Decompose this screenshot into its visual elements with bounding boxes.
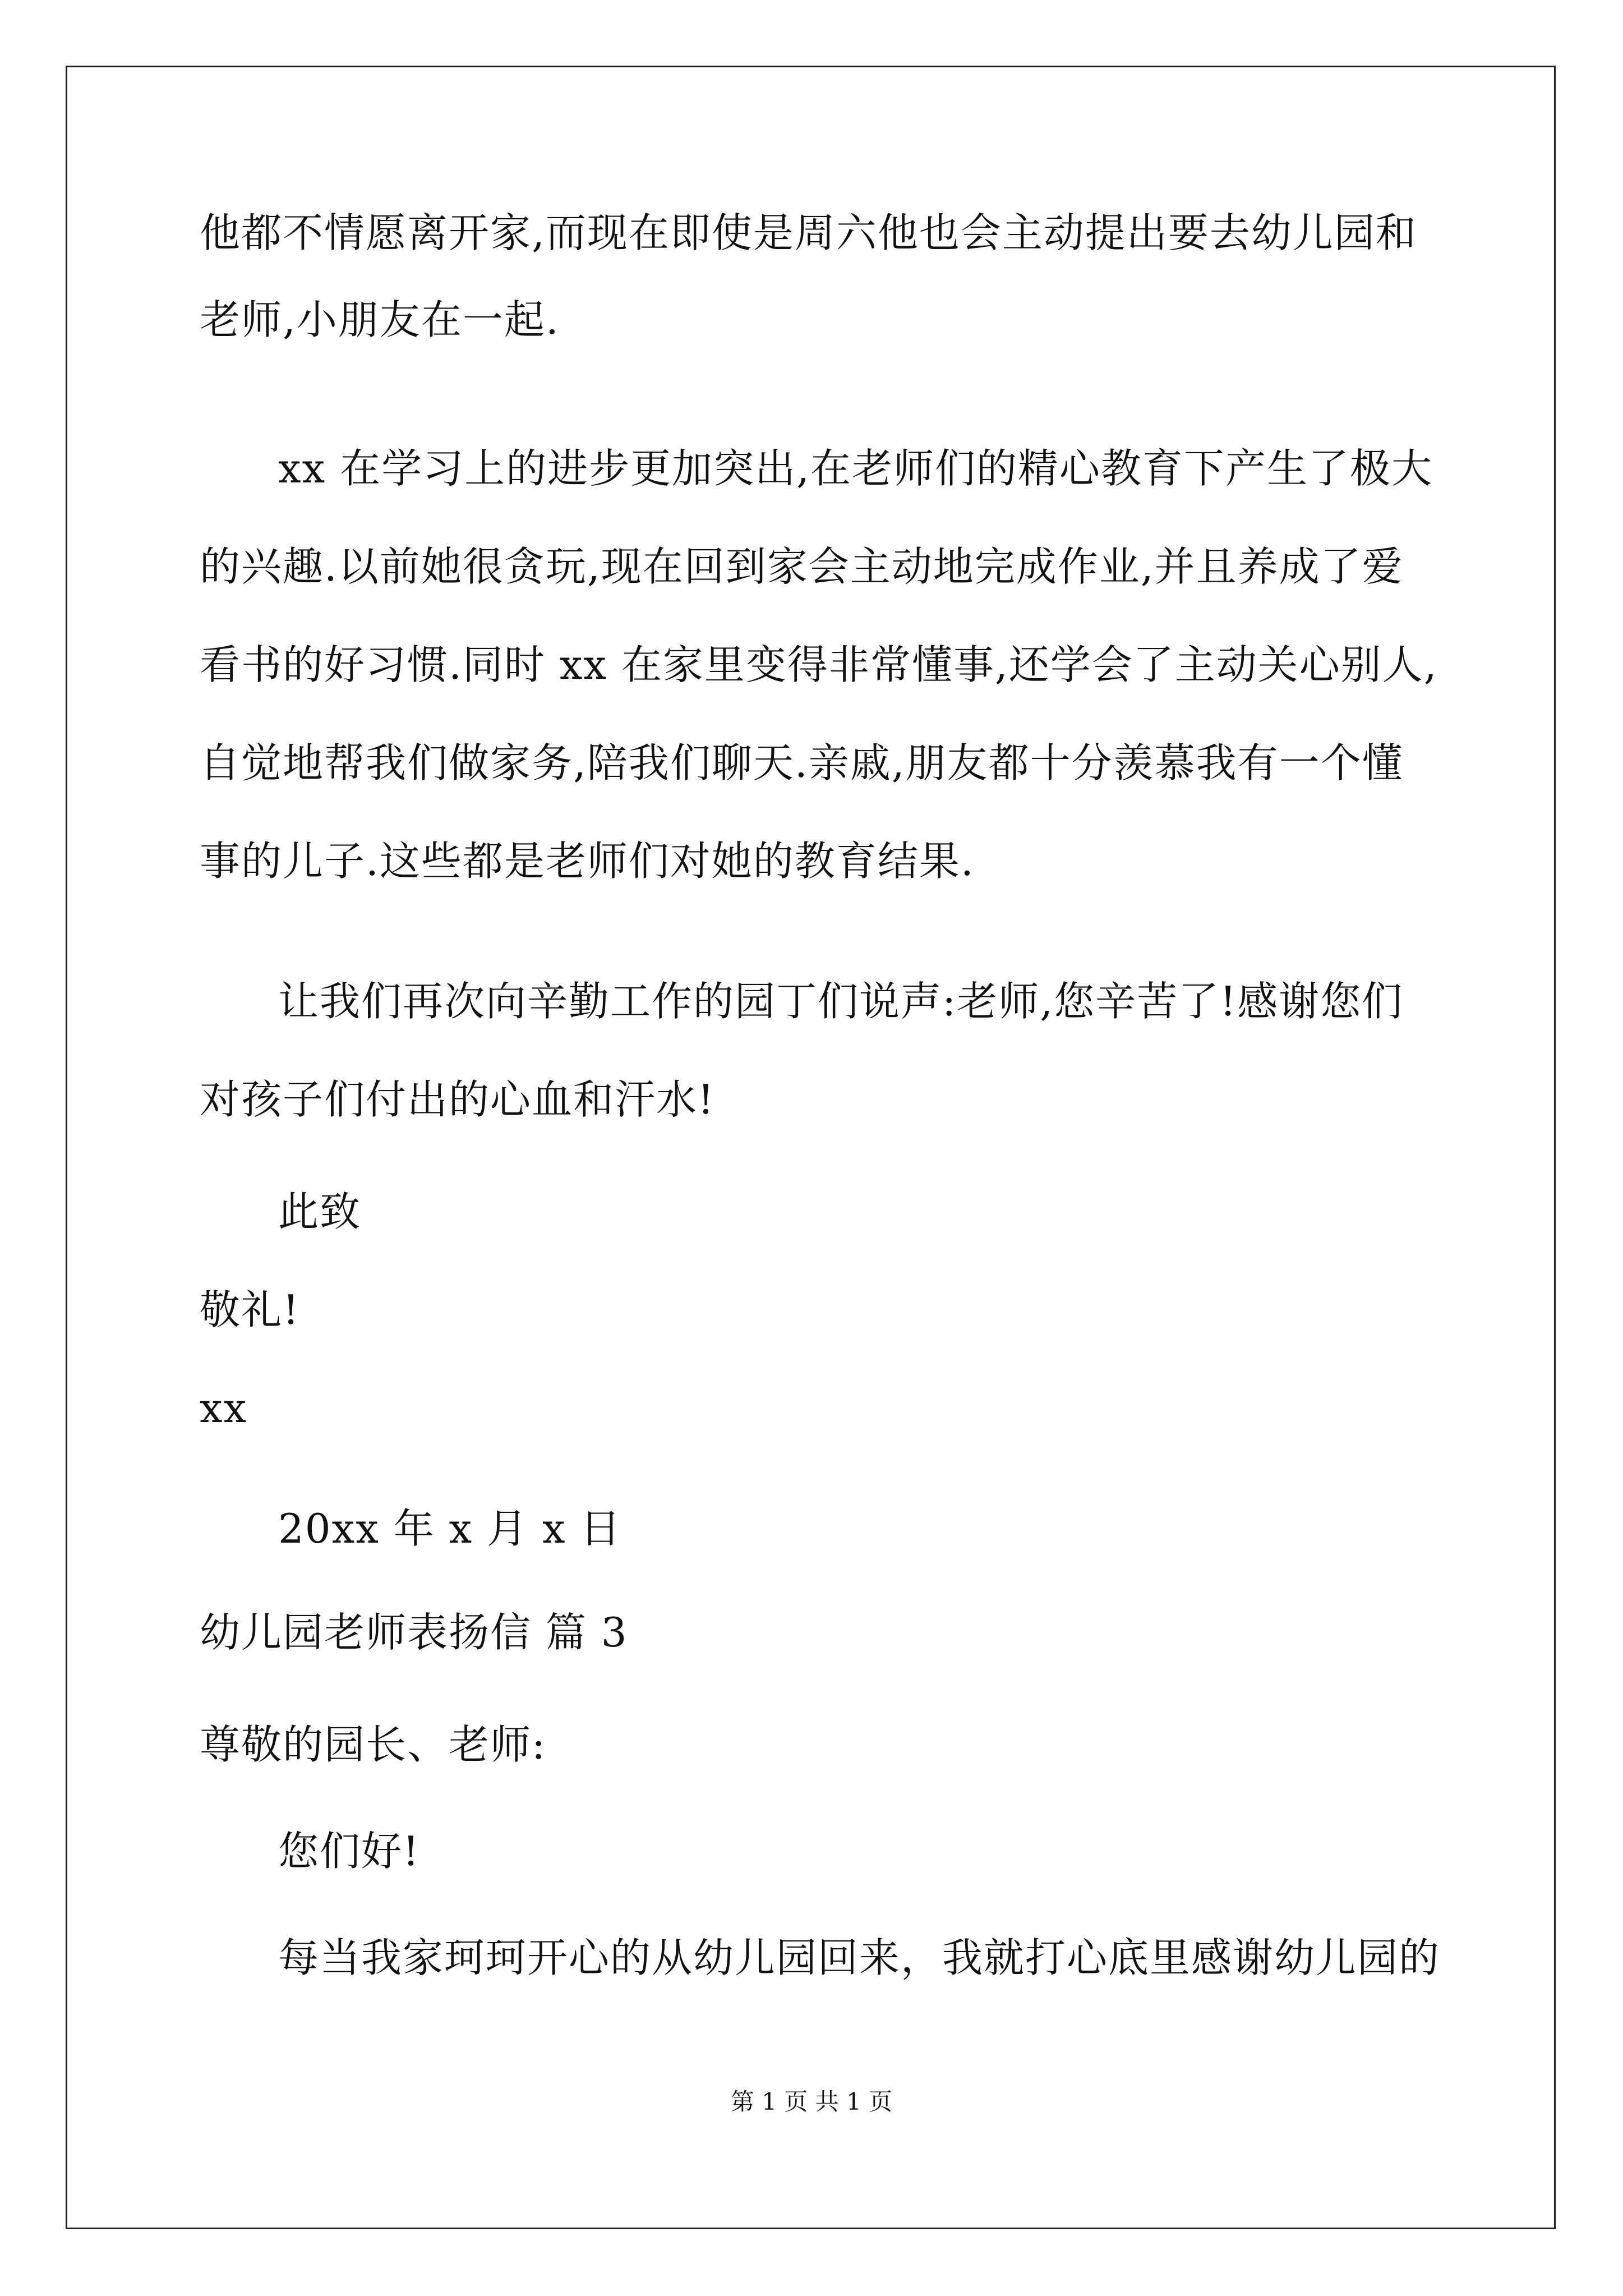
text-line-17: 每当我家珂珂开心的从幼儿园回来，我就打心底里感谢幼儿园的	[278, 1934, 1441, 1981]
text-line-10: 此致	[278, 1188, 362, 1235]
text-line-15: 尊敬的园长、老师:	[200, 1721, 547, 1768]
text-line-8: 让我们再次向辛勤工作的园丁们说声:老师,您辛苦了!感谢您们	[278, 978, 1404, 1025]
text-line-9: 对孩子们付出的心血和汗水!	[200, 1076, 715, 1123]
text-line-14: 幼儿园老师表扬信 篇 3	[200, 1609, 628, 1656]
text-line-2: 老师,小朋友在一起.	[200, 296, 560, 343]
text-line-7: 事的儿子.这些都是老师们对她的教育结果.	[200, 838, 975, 885]
text-line-1: 他都不情愿离开家,而现在即使是周六他也会主动提出要去幼儿园和	[200, 209, 1417, 256]
page-border	[66, 66, 1556, 2229]
text-line-12: xx	[200, 1384, 248, 1432]
text-line-16: 您们好!	[278, 1828, 420, 1875]
text-line-3: xx 在学习上的进步更加突出,在老师们的精心教育下产生了极大	[278, 445, 1433, 492]
text-line-6: 自觉地帮我们做家务,陪我们聊天.亲戚,朋友都十分羡慕我有一个懂	[200, 739, 1404, 786]
text-line-5: 看书的好习惯.同时 xx 在家里变得非常懂事,还学会了主动关心别人,	[200, 641, 1438, 688]
text-line-13: 20xx 年 x 月 x 日	[278, 1505, 622, 1552]
page-footer: 第 1 页 共 1 页	[730, 2088, 893, 2115]
text-line-4: 的兴趣.以前她很贪玩,现在回到家会主动地完成作业,并且养成了爱	[200, 543, 1404, 590]
text-line-11: 敬礼!	[200, 1286, 300, 1333]
